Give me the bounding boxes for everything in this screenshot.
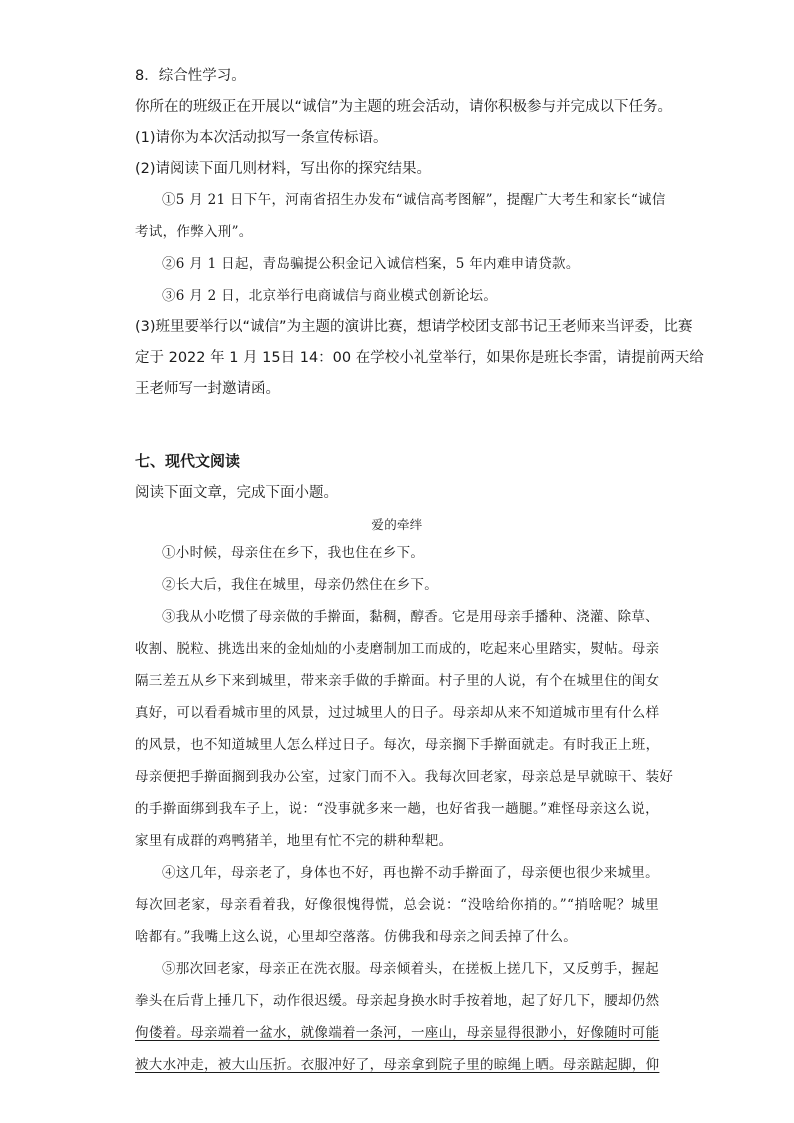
question-8-task-1: (1)请你为本次活动拟写一条宣传标语。: [135, 130, 388, 146]
article-paragraph-4-line-1: ④这几年，母亲老了，身体也不好，再也擀不动手擀面了，母亲便也很少来城里。: [162, 865, 659, 881]
section-7-heading: 七、现代文阅读: [135, 452, 241, 470]
question-8-title: 8．综合性学习。: [135, 68, 246, 84]
article-paragraph-3-line-7: 的手擀面绑到我车子上，说：“没事就多来一趟，也好省我一趟腿。”难怪母亲这么说，: [135, 801, 659, 817]
article-paragraph-3-line-5: 的风景，也不知道城里人怎么样过日子。每次，母亲搁下手擀面就走。有时我正上班，: [135, 737, 660, 753]
material-2: ②6 月 1 日起，青岛骗提公积金记入诚信档案，5 年内难申请贷款。: [162, 256, 580, 272]
article-paragraph-4-line-2: 每次回老家，母亲看着我，好像很愧得慌，总会说：“没啥给你捎的。”“捎啥呢？城里: [135, 897, 659, 913]
material-3: ③6 月 2 日，北京举行电商诚信与商业模式创新论坛。: [162, 288, 498, 304]
question-8-task-3-line-2: 定于 2022 年 1 月 15日 14：00 在学校小礼堂举行，如果你是班长李雷，请提前两天给: [135, 350, 704, 366]
article-paragraph-3-line-8: 家里有成群的鸡鸭猪羊，地里有忙不完的耕种犁耙。: [135, 833, 453, 849]
article-paragraph-3-line-3: 隔三差五从乡下来到城里，带来亲手做的手擀面。村子里的人说，有个在城里住的闺女: [135, 673, 660, 689]
article-paragraph-5-line-4-underlined: 被大水冲走，被大山压折。衣服冲好了，母亲拿到院子里的晾绳上晒。母亲踮起脚，仰: [135, 1057, 660, 1073]
article-paragraph-3-line-6: 母亲便把手擀面搁到我办公室，过家门而不入。我每次回老家，母亲总是早就晾干、装好: [135, 769, 674, 785]
question-8-task-3-line-1: (3)班里要举行以“诚信”为主题的演讲比赛，想请学校团支部书记王老师来当评委，比赛: [135, 319, 693, 335]
article-paragraph-1: ①小时候，母亲住在乡下，我也住在乡下。: [162, 545, 425, 561]
material-1-line-2: 考试，作弊入刑”。: [135, 224, 253, 240]
article-paragraph-3-line-1: ③我从小吃惯了母亲做的手擀面，黏稠，醇香。它是用母亲手播种、浇灌、除草、: [162, 609, 659, 625]
section-7-instruction: 阅读下面文章，完成下面小题。: [135, 485, 338, 501]
material-1-line-1: ①5 月 21 日下午，河南省招生办发布“诚信高考图解”，提醒广大考生和家长“诚信: [162, 192, 666, 208]
article-paragraph-5-line-1: ⑤那次回老家，母亲正在洗衣服。母亲倾着头，在搓板上搓几下，又反剪手，握起: [162, 961, 659, 977]
question-8-task-2: (2)请阅读下面几则材料，写出你的探究结果。: [135, 161, 432, 177]
article-paragraph-3-line-2: 收割、脱粒、挑选出来的金灿灿的小麦磨制加工而成的，吃起来心里踏实，熨帖。母亲: [135, 641, 660, 657]
article-paragraph-3-line-4: 真好，可以看看城市里的风景，过过城里人的日子。母亲却从来不知道城市里有什么样: [135, 705, 660, 721]
article-title: 爱的牵绊: [371, 517, 423, 532]
article-paragraph-2: ②长大后，我住在城里，母亲仍然住在乡下。: [162, 577, 438, 593]
article-paragraph-5-line-3-underlined: 佝偻着。母亲端着一盆水，就像端着一条河，一座山，母亲显得很渺小，好像随时可能: [135, 1025, 660, 1041]
question-8-intro: 你所在的班级正在开展以“诚信”为主题的班会活动，请你积极参与并完成以下任务。: [135, 99, 673, 115]
question-8-task-3-line-3: 王老师写一封邀请函。: [135, 381, 280, 397]
article-paragraph-4-line-3: 啥都有。”我嘴上这么说，心里却空落落。仿佛我和母亲之间丢掉了什么。: [135, 929, 578, 945]
article-paragraph-5-line-2: 拳头在后背上捶几下，动作很迟缓。母亲起身换水时手按着地，起了好几下，腰却仍然: [135, 993, 660, 1009]
